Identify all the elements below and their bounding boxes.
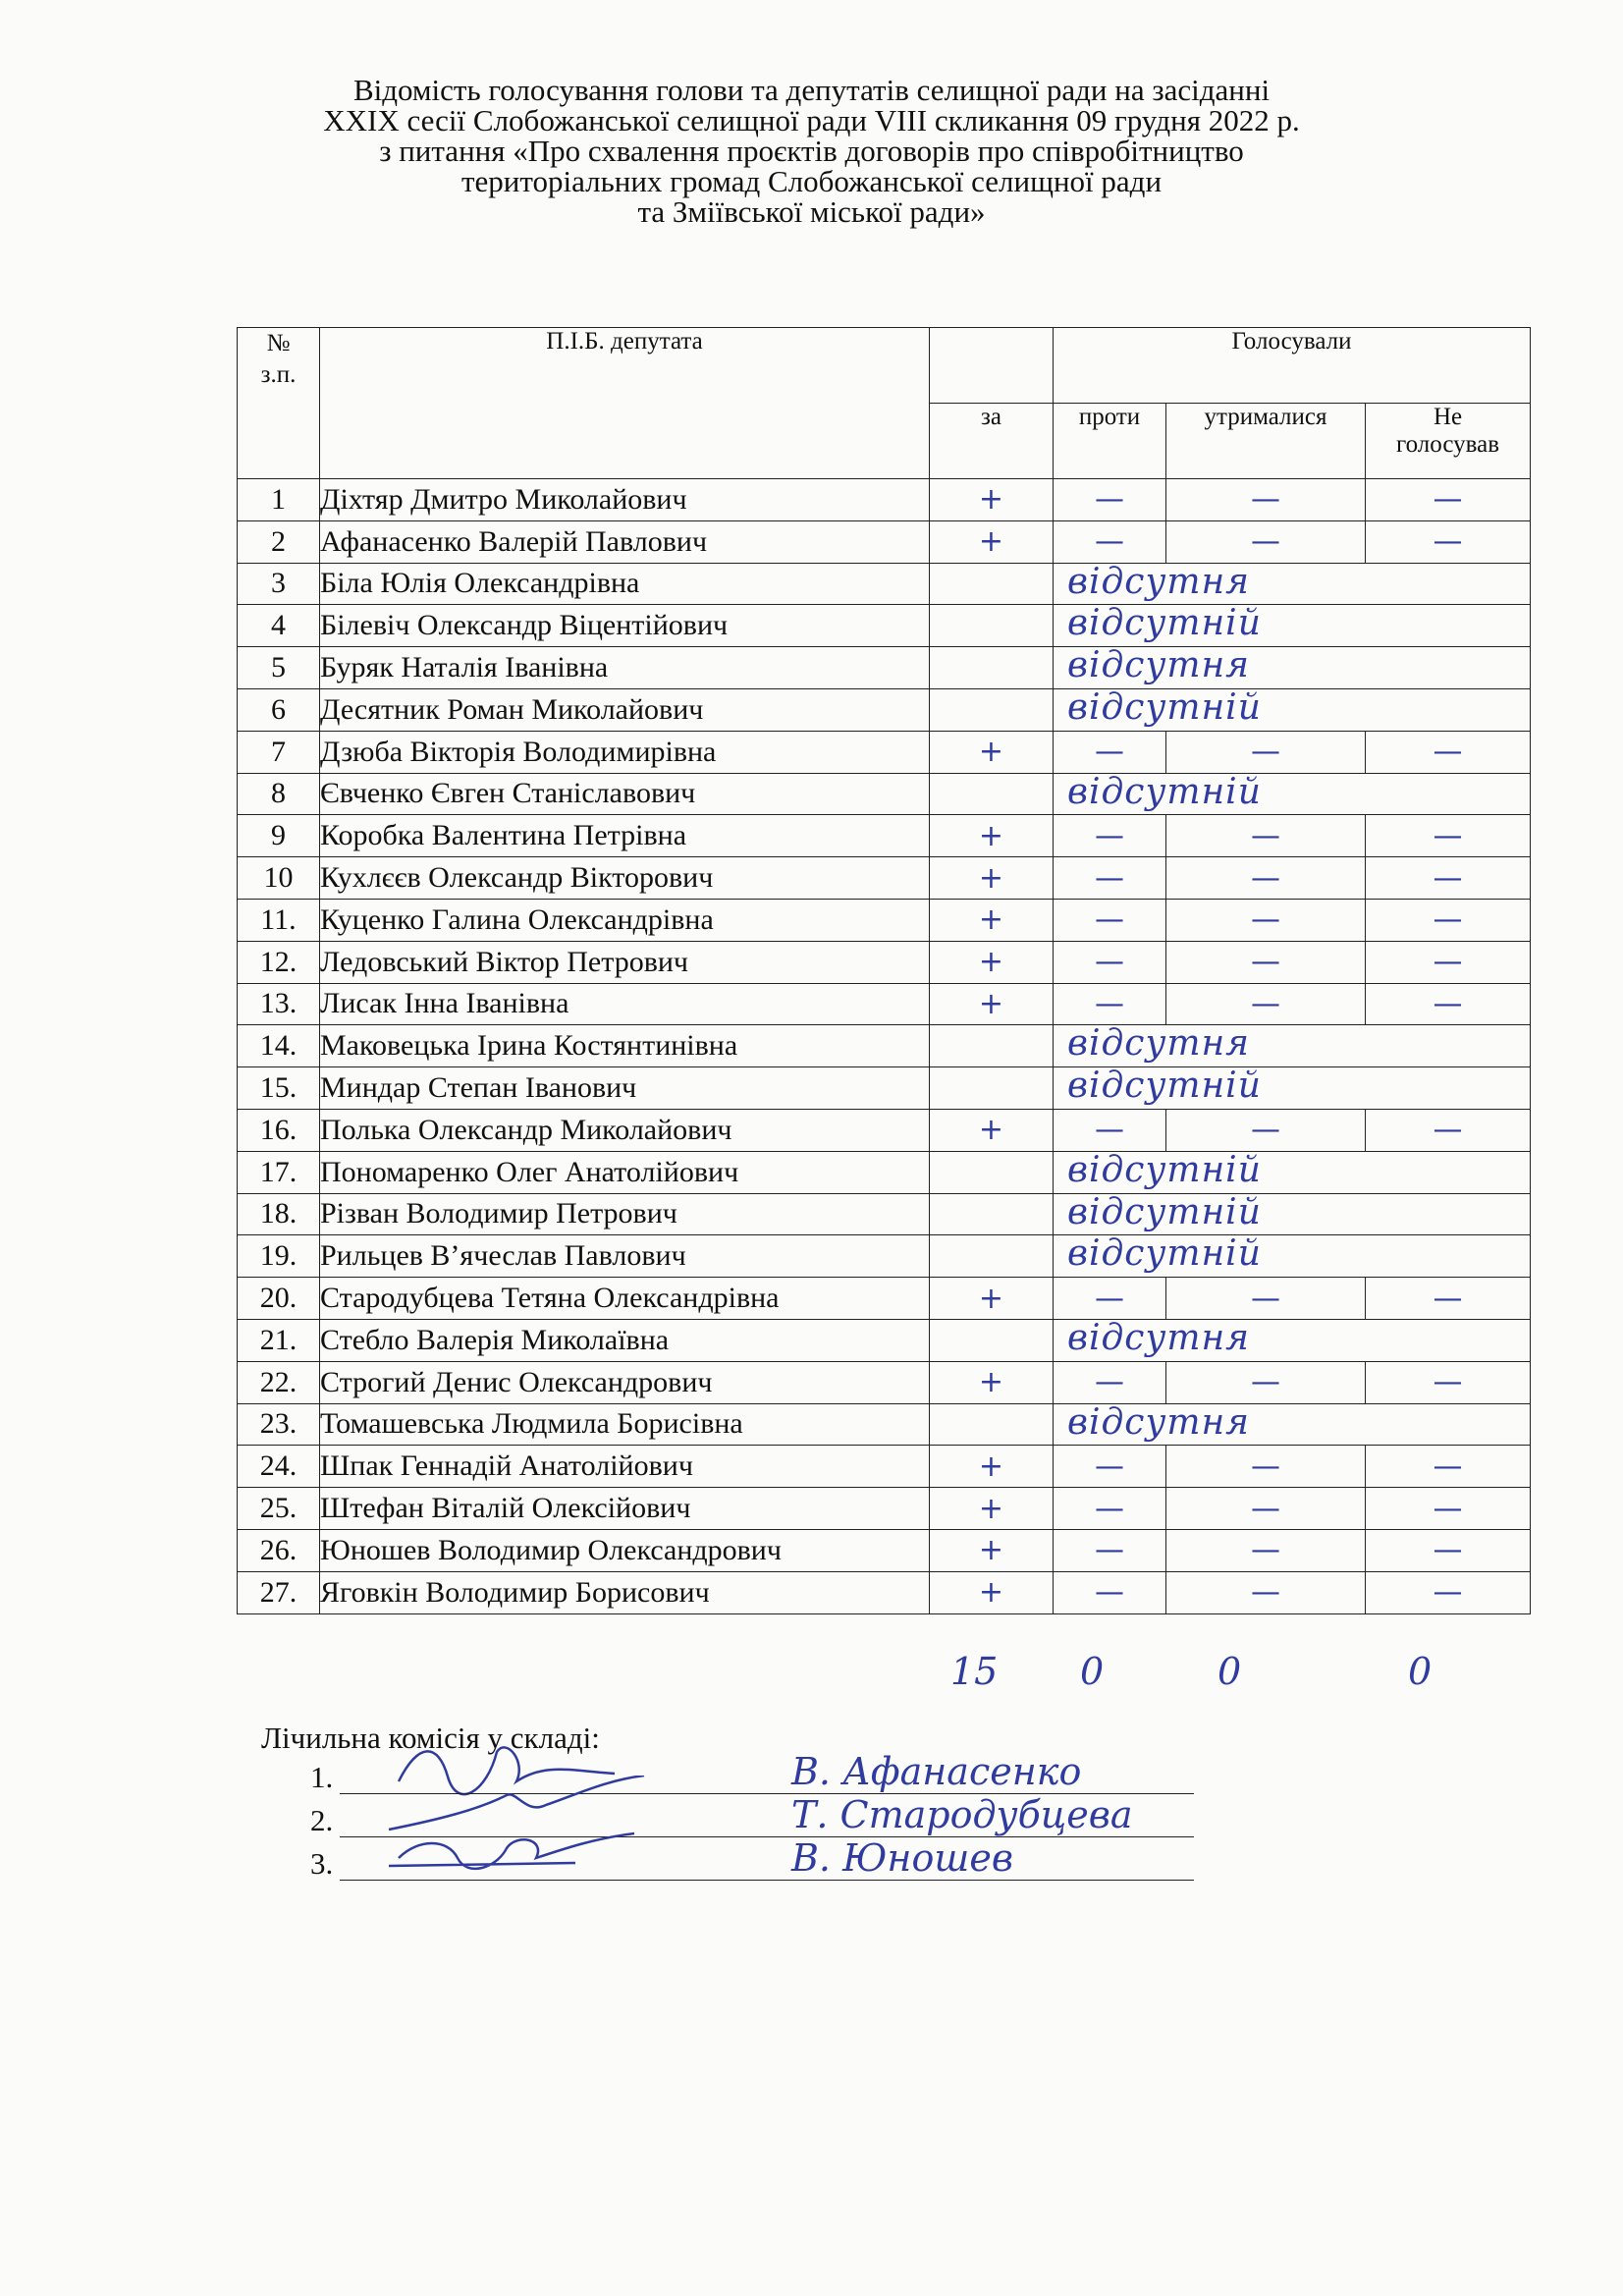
row-number: 24. [238,1446,320,1488]
absent-cell [1054,563,1531,605]
vote-for [930,1151,1054,1193]
vote-not-voted: — [1366,1571,1531,1613]
table-row [238,1193,1531,1235]
vote-for: + [930,941,1054,983]
deputy-name: Маковецька Ірина Костянтинівна [320,1025,930,1067]
absent-note: відсутня [1067,561,1251,602]
vote-abstained: — [1166,1278,1366,1320]
vote-against: — [1054,1446,1166,1488]
table-row [238,731,1531,773]
header-line-5: та Зміївської міської ради» [637,194,986,229]
column-header-for: за [930,404,1054,479]
deputy-name: Томашевська Людмила Борисівна [320,1403,930,1446]
row-number: 15. [238,1067,320,1110]
vote-abstained: — [1166,983,1366,1025]
column-header-name: П.І.Б. депутата [320,328,930,479]
deputy-name: Євченко Євген Станіславович [320,773,930,815]
vote-abstained: — [1166,857,1366,900]
vote-not-voted: — [1366,899,1531,941]
table-row [238,520,1531,563]
header-line-1: Відомість голосування голови та депутатів селищної ради на засіданні [352,73,1271,107]
vote-abstained: — [1166,899,1366,941]
deputy-name: Коробка Валентина Петрівна [320,815,930,857]
vote-abstained: — [1166,1529,1366,1571]
column-header-not-voted-line1: Не [1433,404,1463,430]
deputy-name: Стебло Валерія Миколаївна [320,1319,930,1361]
vote-against: — [1054,815,1166,857]
row-number: 16. [238,1109,320,1151]
table-row [238,1025,1531,1067]
absent-cell [1054,1319,1531,1361]
vote-for [930,647,1054,689]
row-number: 8 [238,773,320,815]
row-number: 6 [238,688,320,731]
table-row [238,563,1531,605]
table-row [238,773,1531,815]
vote-abstained: — [1166,1361,1366,1403]
vote-for: + [930,1278,1054,1320]
vote-for: + [930,479,1054,521]
vote-for: + [930,899,1054,941]
commission-member-3-number: 3. [310,1846,334,1881]
vote-for: + [930,1529,1054,1571]
table-row [238,688,1531,731]
deputy-name: Лисак Інна Іванівна [320,983,930,1025]
table-row [238,1571,1531,1613]
row-number: 4 [238,605,320,647]
header-line-2: XXIX сесії Слобожанської селищної ради VIII скликання 09 грудня 2022 р. [323,103,1300,137]
table-row [238,605,1531,647]
vote-not-voted: — [1366,731,1531,773]
table-row [238,479,1531,521]
vote-for [930,1067,1054,1110]
column-header-number-line1: № [266,330,291,356]
column-header-voted: Голосували [1054,328,1531,404]
row-number: 3 [238,563,320,605]
vote-abstained: — [1166,1446,1366,1488]
header-line-3: з питання «Про схвалення проєктів договорів про співробітництво [379,134,1244,168]
row-number: 19. [238,1235,320,1278]
deputy-name: Юношев Володимир Олександрович [320,1529,930,1571]
commission-title: Лічильна комісія у складі: [261,1721,600,1755]
commission-member-1-name: В. Афанасенко [791,1750,1082,1793]
absent-cell [1054,1025,1531,1067]
vote-abstained: — [1166,520,1366,563]
absent-cell [1054,1403,1531,1446]
vote-abstained: — [1166,1488,1366,1530]
table-row [238,1361,1531,1403]
vote-not-voted: — [1366,1529,1531,1571]
vote-for: + [930,815,1054,857]
table-row [238,815,1531,857]
row-number: 26. [238,1529,320,1571]
vote-for [930,1025,1054,1067]
absent-note: відсутній [1067,603,1262,644]
vote-for: + [930,857,1054,900]
table-row [238,1446,1531,1488]
vote-for [930,773,1054,815]
row-number: 20. [238,1278,320,1320]
vote-for: + [930,983,1054,1025]
commission-member-2-name: Т. Стародубцева [791,1793,1133,1836]
row-number: 10 [238,857,320,900]
column-header-blank [930,328,1054,404]
deputy-name: Біла Юлія Олександрівна [320,563,930,605]
table-row [238,1529,1531,1571]
vote-against: — [1054,1529,1166,1571]
absent-note: відсутня [1067,1023,1251,1065]
absent-cell [1054,1067,1531,1110]
deputy-name: Яговкін Володимир Борисович [320,1571,930,1613]
deputy-name: Пономаренко Олег Анатолійович [320,1151,930,1193]
commission-member-3 [310,1836,1194,1886]
deputy-name: Стародубцева Тетяна Олександрівна [320,1278,930,1320]
deputy-name: Строгий Денис Олександрович [320,1361,930,1403]
row-number: 7 [238,731,320,773]
commission-member-3-name: В. Юношев [791,1836,1013,1880]
table-row [238,983,1531,1025]
total-against: 0 [1080,1650,1105,1693]
vote-abstained: — [1166,815,1366,857]
commission-member-2-number: 2. [310,1803,334,1837]
table-row [238,899,1531,941]
vote-not-voted: — [1366,1278,1531,1320]
vote-for [930,563,1054,605]
row-number: 22. [238,1361,320,1403]
vote-against: — [1054,1278,1166,1320]
row-number: 2 [238,520,320,563]
row-number: 17. [238,1151,320,1193]
deputy-name: Десятник Роман Миколайович [320,688,930,731]
vote-against: — [1054,731,1166,773]
vote-not-voted: — [1366,857,1531,900]
column-header-abstained: утрималися [1166,404,1366,479]
vote-not-voted: — [1366,983,1531,1025]
table-row [238,647,1531,689]
table-row [238,1109,1531,1151]
deputy-name: Миндар Степан Іванович [320,1067,930,1110]
deputy-name: Шпак Геннадій Анатолійович [320,1446,930,1488]
vote-abstained: — [1166,731,1366,773]
vote-for [930,1319,1054,1361]
absent-cell [1054,1151,1531,1193]
vote-for: + [930,1361,1054,1403]
absent-note: відсутній [1067,1066,1262,1107]
vote-against: — [1054,1109,1166,1151]
vote-for: + [930,731,1054,773]
vote-against: — [1054,983,1166,1025]
column-header-number [238,328,320,479]
vote-not-voted: — [1366,1109,1531,1151]
row-number: 14. [238,1025,320,1067]
column-header-against: проти [1054,404,1166,479]
table-row [238,857,1531,900]
vote-against: — [1054,941,1166,983]
commission-member-1-number: 1. [310,1760,334,1794]
vote-against: — [1054,1361,1166,1403]
document-header [0,75,1623,227]
vote-against: — [1054,520,1166,563]
absent-cell [1054,773,1531,815]
vote-not-voted: — [1366,520,1531,563]
vote-for: + [930,1488,1054,1530]
deputy-name: Білевіч Олександр Віцентійович [320,605,930,647]
row-number: 18. [238,1193,320,1235]
vote-abstained: — [1166,1571,1366,1613]
header-line-4: територіальних громад Слобожанської селищної ради [460,164,1163,198]
column-header-number-line2: з.п. [260,361,297,388]
row-number: 27. [238,1571,320,1613]
deputy-name: Кухлєєв Олександр Вікторович [320,857,930,900]
deputy-name: Штефан Віталій Олексійович [320,1488,930,1530]
absent-note: відсутній [1067,1149,1262,1190]
absent-cell [1054,1235,1531,1278]
vote-against: — [1054,1488,1166,1530]
table-row [238,1151,1531,1193]
vote-against: — [1054,857,1166,900]
total-not-voted: 0 [1408,1650,1433,1693]
absent-note: відсутній [1067,1233,1262,1275]
total-abstained: 0 [1217,1650,1242,1693]
vote-against: — [1054,899,1166,941]
absent-cell [1054,1193,1531,1235]
deputy-name: Афанасенко Валерій Павлович [320,520,930,563]
vote-not-voted: — [1366,1488,1531,1530]
row-number: 11. [238,899,320,941]
deputy-name: Рильцев В’ячеслав Павлович [320,1235,930,1278]
deputy-name: Куценко Галина Олександрівна [320,899,930,941]
vote-for [930,1235,1054,1278]
absent-cell [1054,647,1531,689]
vote-for [930,605,1054,647]
vote-not-voted: — [1366,941,1531,983]
absent-note: відсутня [1067,1401,1251,1443]
row-number: 21. [238,1319,320,1361]
vote-for [930,1193,1054,1235]
absent-note: відсутній [1067,686,1262,728]
vote-not-voted: — [1366,1361,1531,1403]
vote-totals [0,1650,1623,1699]
vote-abstained: — [1166,479,1366,521]
table-row [238,1319,1531,1361]
deputy-name: Полька Олександр Миколайович [320,1109,930,1151]
voting-table [237,327,1531,1614]
table-row [238,1403,1531,1446]
voting-table-body [238,479,1531,1614]
deputy-name: Дзюба Вікторія Володимирівна [320,731,930,773]
absent-cell [1054,688,1531,731]
row-number: 9 [238,815,320,857]
row-number: 25. [238,1488,320,1530]
deputy-name: Різван Володимир Петрович [320,1193,930,1235]
vote-for: + [930,1571,1054,1613]
table-row [238,1067,1531,1110]
vote-for [930,1403,1054,1446]
vote-for: + [930,1109,1054,1151]
vote-not-voted: — [1366,479,1531,521]
vote-against: — [1054,1571,1166,1613]
total-for: 15 [950,1650,999,1693]
column-header-not-voted-line2: голосував [1395,431,1500,458]
vote-for: + [930,1446,1054,1488]
deputy-name: Буряк Наталія Іванівна [320,647,930,689]
vote-for: + [930,520,1054,563]
table-row [238,1235,1531,1278]
table-row [238,1488,1531,1530]
vote-abstained: — [1166,941,1366,983]
vote-not-voted: — [1366,1446,1531,1488]
signature-line-3 [340,1880,1194,1881]
row-number: 1 [238,479,320,521]
table-row [238,1278,1531,1320]
absent-note: відсутній [1067,771,1262,812]
vote-against: — [1054,479,1166,521]
absent-note: відсутня [1067,645,1251,686]
absent-note: відсутня [1067,1317,1251,1358]
row-number: 23. [238,1403,320,1446]
row-number: 13. [238,983,320,1025]
deputy-name: Діхтяр Дмитро Миколайович [320,479,930,521]
row-number: 12. [238,941,320,983]
row-number: 5 [238,647,320,689]
vote-not-voted: — [1366,815,1531,857]
absent-note: відсутній [1067,1191,1262,1232]
column-header-not-voted [1366,404,1531,479]
deputy-name: Ледовський Віктор Петрович [320,941,930,983]
vote-abstained: — [1166,1109,1366,1151]
signature-3 [379,1819,654,1887]
table-row [238,941,1531,983]
absent-cell [1054,605,1531,647]
vote-for [930,688,1054,731]
